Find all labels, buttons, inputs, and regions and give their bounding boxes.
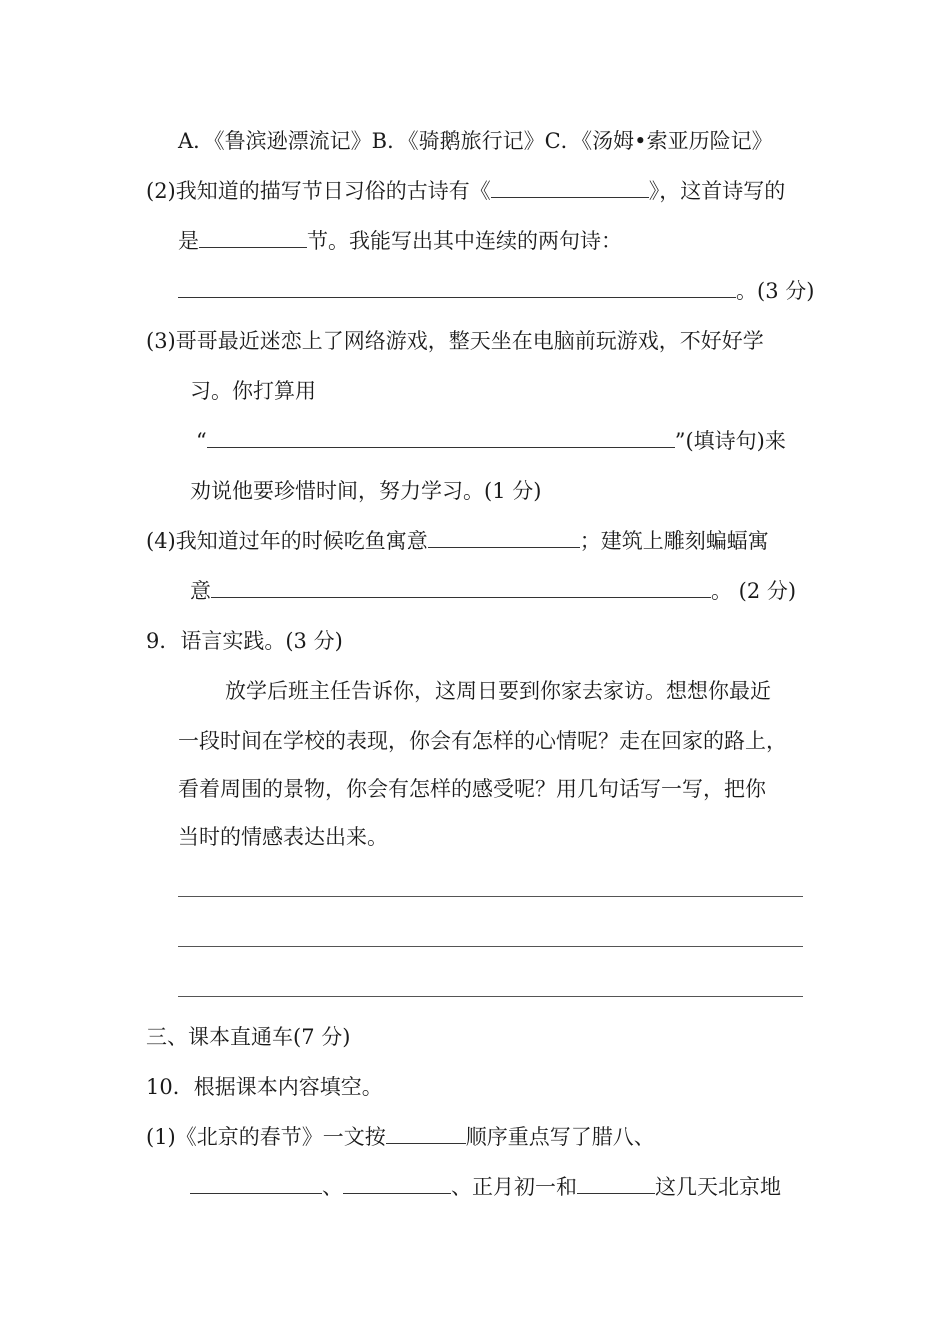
- writing-line[interactable]: [178, 946, 803, 947]
- q8-4-text-after: ；建筑上雕刻蝙蝠寓: [579, 529, 769, 553]
- q8-2-line2-text: 是: [178, 229, 199, 253]
- q10-1-text: 《北京的春节》一文按: [175, 1125, 386, 1149]
- q8-2-text: 我知道的描写节日习俗的古诗有《: [175, 179, 491, 203]
- q9-para4: 当时的情感表达出来。: [178, 825, 388, 849]
- answer-blank[interactable]: [178, 277, 736, 298]
- q9-para2: 一段时间在学校的表现，你会有怎样的心情呢？走在回家的路上，: [178, 729, 787, 753]
- q10-1-line2-end: 这几天北京地: [655, 1175, 781, 1199]
- q8-3-line2-text: 习。你打算用: [190, 379, 316, 403]
- q9-para3: 看着周围的景物，你会有怎样的感受呢？用几句话写一写，把你: [178, 777, 766, 801]
- q9-para-line3: [178, 774, 766, 804]
- separator: 、: [322, 1175, 343, 1199]
- q9-para-line1: [225, 676, 771, 706]
- answer-blank[interactable]: [491, 177, 649, 198]
- item-label: (2): [146, 179, 176, 203]
- q9-para-line2: [178, 726, 787, 756]
- q8-2-line3: [178, 276, 814, 306]
- q10-1-line1: [146, 1122, 655, 1152]
- q8-3-line4: [190, 476, 541, 506]
- section3-title-text: 三、课本直通车(7 分): [146, 1025, 351, 1049]
- q10-1-line2: [190, 1172, 781, 1202]
- q8-2-line2-after: 节。我能写出其中连续的两句诗：: [307, 229, 622, 253]
- q8-4-text: 我知道过年的时候吃鱼寓意: [175, 529, 428, 553]
- q9-title: [146, 626, 343, 656]
- answer-blank[interactable]: [211, 577, 711, 598]
- q8-3-line1: [146, 326, 764, 356]
- q8-3-line3: [196, 426, 786, 456]
- q8-2-score: 。(3 分): [736, 279, 815, 303]
- q8-2-line1: [146, 176, 785, 206]
- writing-line[interactable]: [178, 996, 803, 997]
- q10-title: [146, 1072, 383, 1102]
- answer-blank[interactable]: [343, 1173, 451, 1194]
- answer-blank[interactable]: [577, 1173, 655, 1194]
- quote-open: “: [196, 429, 207, 453]
- q10-1-line2-text: 、正月初一和: [451, 1175, 577, 1199]
- q10-1-text-after: 顺序重点写了腊八、: [465, 1125, 655, 1149]
- option-a: A．《鲁滨逊漂流记》: [178, 129, 372, 153]
- q10-title-text: 10．根据课本内容填空。: [146, 1075, 383, 1099]
- q8-3-line4-text: 劝说他要珍惜时间，努力学习。(1 分): [190, 479, 542, 503]
- item-label: (4): [146, 529, 176, 553]
- q8-3-line2: [190, 376, 316, 406]
- answer-blank[interactable]: [428, 527, 580, 548]
- answer-blank[interactable]: [386, 1123, 466, 1144]
- answer-blank[interactable]: [207, 427, 675, 448]
- writing-line[interactable]: [178, 896, 803, 897]
- item-label: (3): [146, 329, 176, 353]
- quote-close: ”(填诗句)来: [674, 429, 786, 453]
- q8-3-text: 哥哥最近迷恋上了网络游戏，整天坐在电脑前玩游戏，不好好学: [175, 329, 764, 353]
- answer-blank[interactable]: [199, 227, 307, 248]
- q8-4-line2: [190, 576, 796, 606]
- q8-4-line1: [146, 526, 769, 556]
- q8-options-row: [178, 126, 773, 156]
- option-b: B．《骑鹅旅行记》: [371, 129, 545, 153]
- answer-blank[interactable]: [190, 1173, 322, 1194]
- option-c: C．《汤姆•索亚历险记》: [544, 129, 773, 153]
- q9-para-line4: [178, 822, 388, 852]
- q8-2-line2: [178, 226, 622, 256]
- q8-4-score: 。 (2 分): [711, 579, 797, 603]
- item-label: (1): [146, 1125, 176, 1149]
- q8-4-line2-text: 意: [190, 579, 211, 603]
- q8-2-text-after: 》，这首诗写的: [648, 179, 786, 203]
- section3-title: [146, 1022, 350, 1052]
- q9-title-text: 9．语言实践。(3 分): [146, 629, 343, 653]
- q9-para1: 放学后班主任告诉你，这周日要到你家去家访。想想你最近: [225, 679, 771, 703]
